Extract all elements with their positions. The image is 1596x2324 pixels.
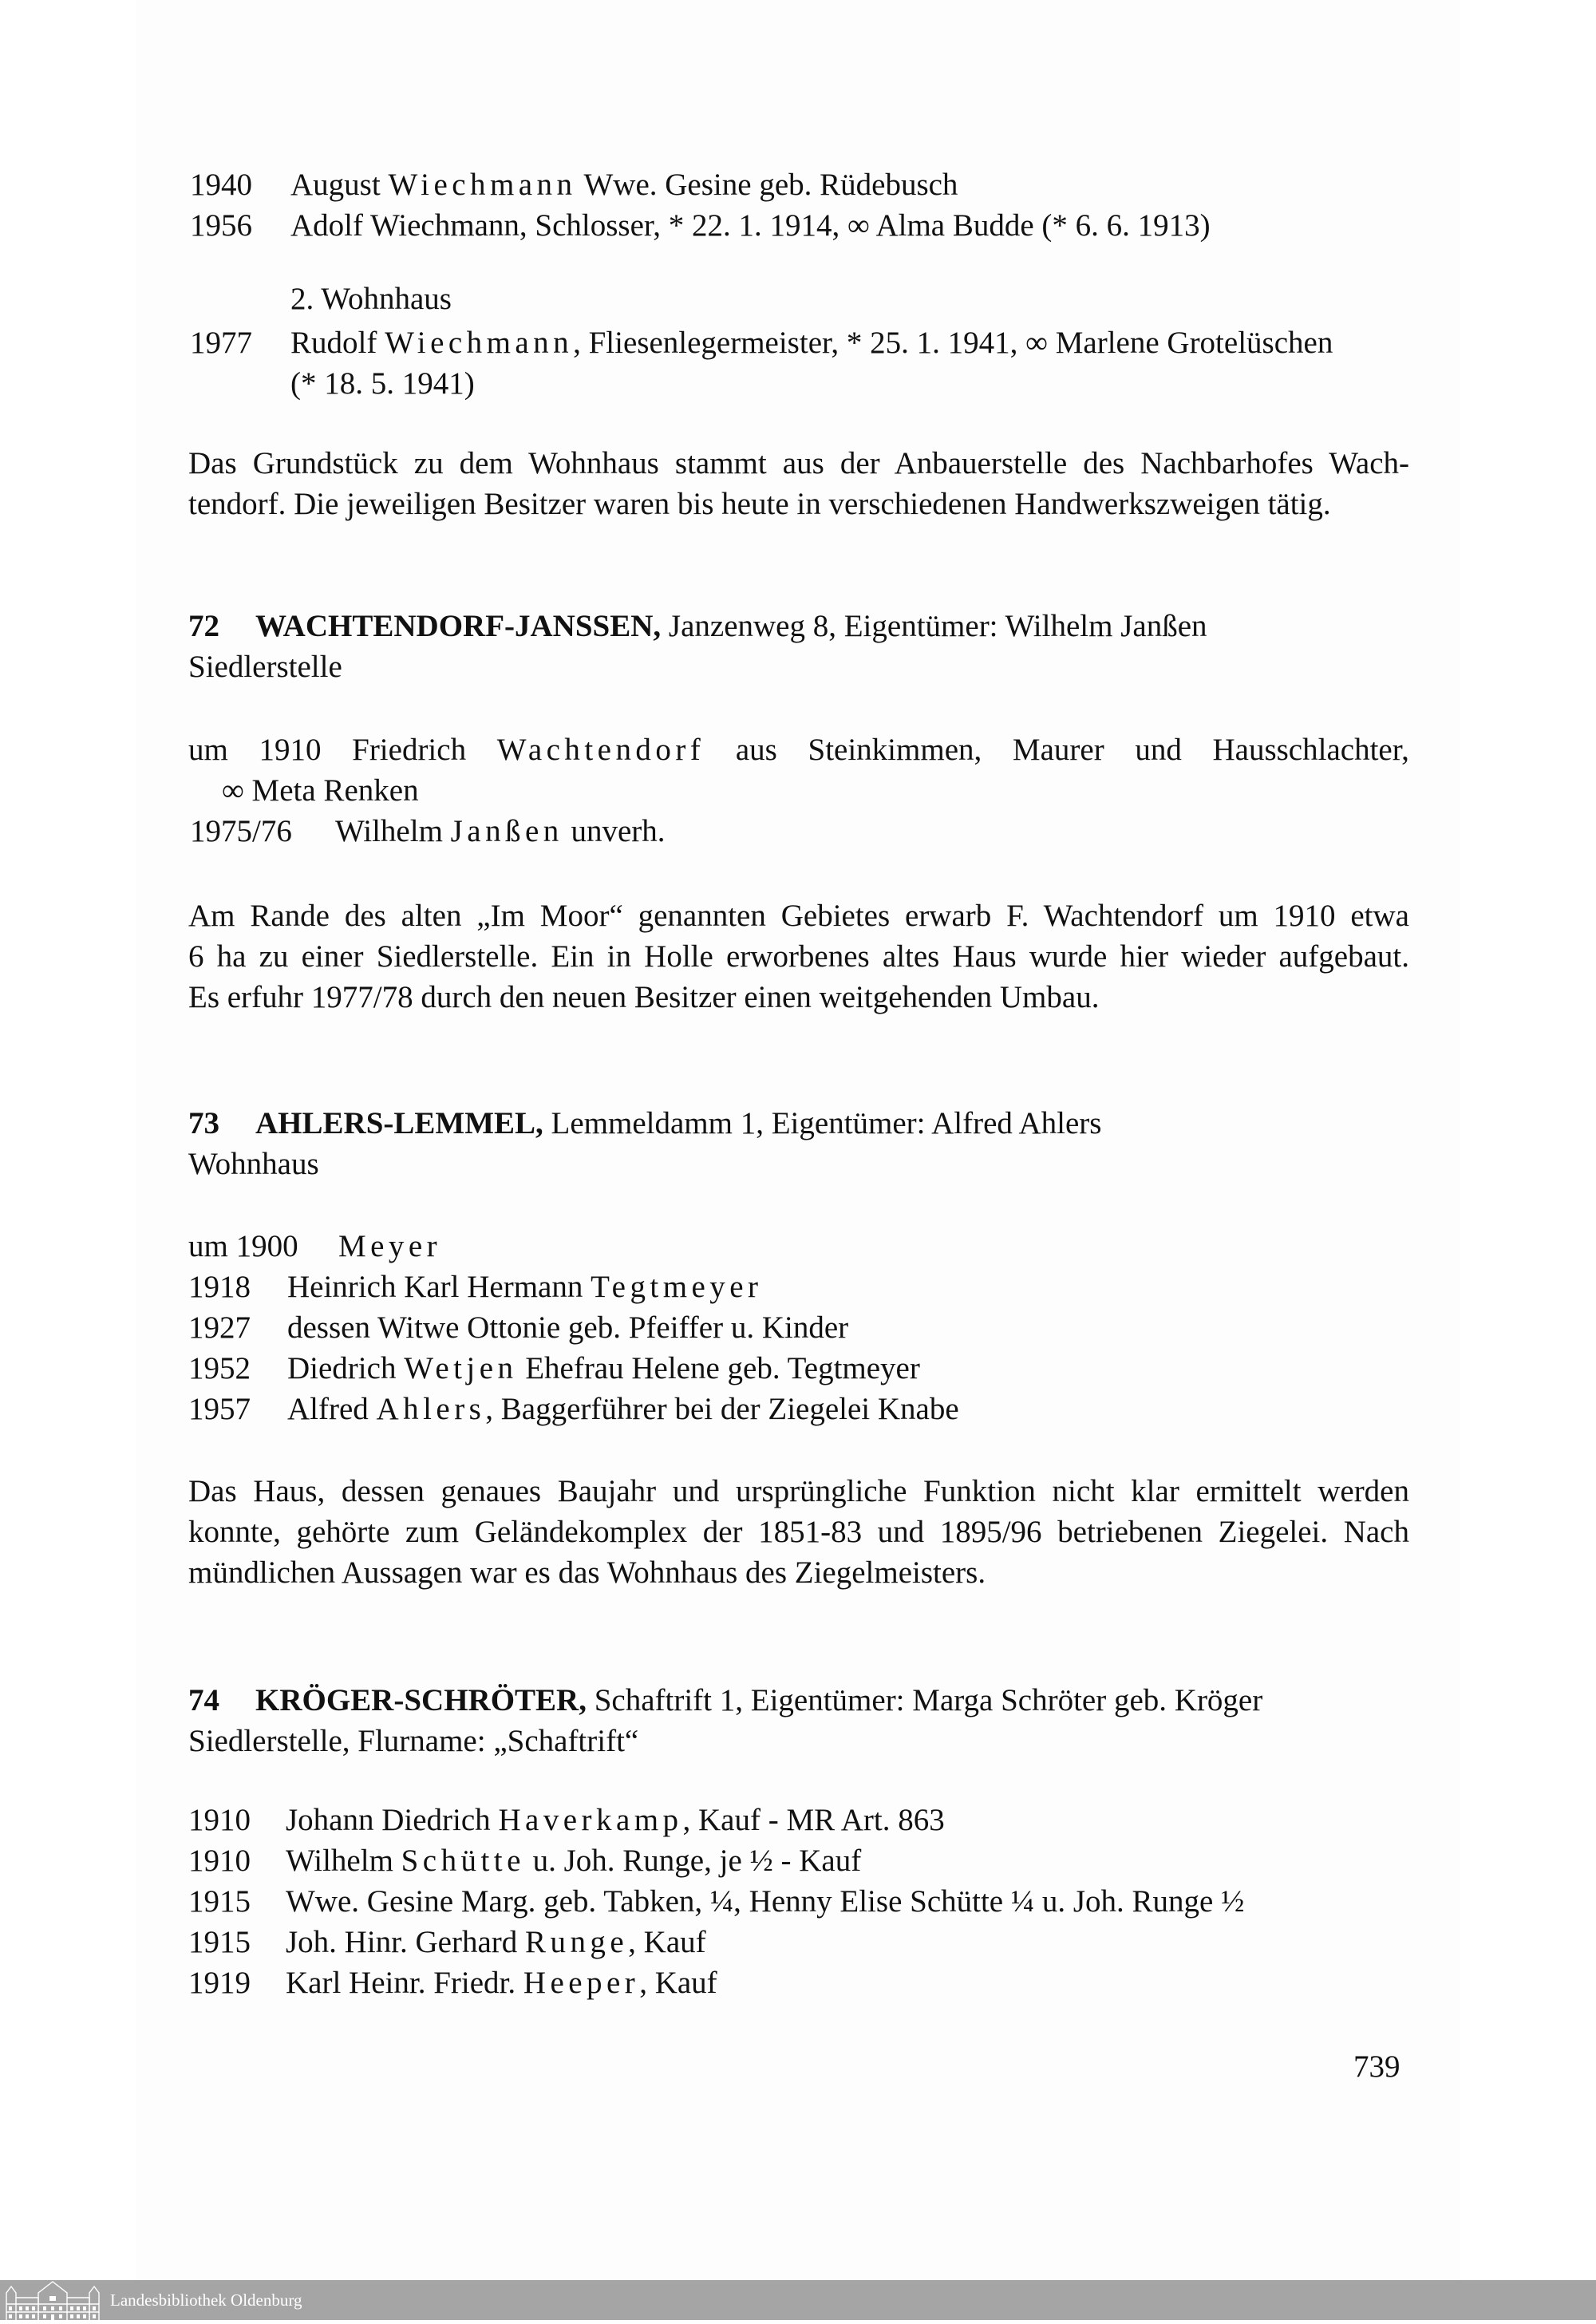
farm-address-owner: Lemmeldamm 1, Eigentümer: Alfred Ahlers <box>543 1106 1102 1140</box>
farm-name: WACHTENDORF-JANSSEN, <box>255 609 662 643</box>
row-date: 1910 <box>188 1803 251 1837</box>
row-entry <box>287 1349 920 1389</box>
row-date: 1927 <box>188 1310 251 1345</box>
entry-surname: Runge <box>525 1925 629 1959</box>
entry-text: unverh. <box>563 814 666 848</box>
entry-text: , Fliesenlegermeister, * 25. 1. 1941, ∞ Marlene Grotelüschen <box>573 326 1333 360</box>
entry-text: Ehefrau Helene geb. Tegtmeyer <box>517 1351 920 1385</box>
row-entry <box>286 1841 861 1881</box>
entry-surname: Wiechmann <box>388 168 577 202</box>
paragraph-line: Es erfuhr 1977/78 durch den neuen Besitzer einen weitgehenden Umbau. <box>188 980 1100 1014</box>
paragraph-line: 6 ha zu einer Siedlerstelle. Ein in Holle erworbenes altes Haus wurde hier wieder aufgebaut. <box>188 939 1409 974</box>
entry-text: Alfred <box>287 1392 377 1426</box>
paragraph-line: mündlichen Aussagen war es das Wohnhaus des Ziegelmeisters. <box>188 1555 986 1590</box>
entry-text: , Kauf <box>628 1925 706 1959</box>
paragraph-line: Das Grundstück zu dem Wohnhaus stammt aus der Anbauerstelle des Nachbarhofes Wach- <box>188 446 1409 480</box>
entry-text: Diedrich <box>287 1351 405 1385</box>
row-date: 1977 <box>190 326 252 360</box>
row-date: 1918 <box>188 1270 251 1304</box>
row-date: 1956 <box>190 208 252 243</box>
library-building-icon <box>3 2280 102 2320</box>
farm-address-owner: Schaftrift 1, Eigentümer: Marga Schröter geb. Kröger <box>586 1683 1263 1717</box>
entry-surname: Haverkamp <box>498 1803 683 1837</box>
row-entry <box>335 812 666 852</box>
row-date: 1957 <box>188 1392 251 1426</box>
entry-text: Wilhelm <box>335 814 451 848</box>
footer-bar <box>0 2280 1596 2320</box>
paragraph-line: tendorf. Die jeweiligen Besitzer waren bis heute in verschiedenen Handwerkszweigen tätig. <box>188 487 1331 521</box>
row-entry <box>286 1800 945 1840</box>
entry-surname: Janßen <box>450 814 563 848</box>
library-name: Landesbibliothek Oldenburg <box>110 2290 302 2310</box>
row-entry <box>286 1923 706 1962</box>
row-entry <box>338 1227 441 1267</box>
row-date: 1919 <box>188 1966 251 2000</box>
row-date: 1975/76 <box>190 814 292 848</box>
paragraph-line: konnte, gehörte zum Geländekomplex der 1851-83 und 1895/96 betriebenen Ziegelei. Nach <box>188 1515 1409 1549</box>
entry-word: Steinkimmen, <box>808 733 982 767</box>
row-entry <box>287 1267 762 1307</box>
paragraph-line: Das Haus, dessen genaues Baujahr und ursprüngliche Funktion nicht klar ermittelt werden <box>188 1474 1409 1508</box>
section-heading-73 <box>188 1104 1101 1144</box>
row-entry: Adolf Wiechmann, Schlosser, * 22. 1. 1914, ∞ Alma Budde (* 6. 6. 1913) <box>290 208 1211 243</box>
entry-text: , Kauf - MR Art. 863 <box>682 1803 945 1837</box>
property-type: Wohnhaus <box>188 1147 319 1181</box>
row-date-word: 1910 <box>259 733 322 767</box>
ownership-row <box>188 730 1409 770</box>
row-entry: ∞ Meta Renken <box>222 773 419 808</box>
entry-surname: Wachtendorf <box>496 733 705 767</box>
entry-text: Heinrich Karl Hermann <box>287 1270 591 1304</box>
entry-word: Hausschlachter, <box>1212 733 1409 767</box>
entry-text: Wilhelm <box>286 1844 401 1878</box>
entry-surname: Wetjen <box>404 1351 518 1385</box>
entry-text: Rudolf <box>290 326 385 360</box>
entry-surname: Ahlers <box>376 1392 486 1426</box>
row-date-word: um <box>188 733 228 767</box>
description-paragraph <box>188 895 1409 1018</box>
entry-text: Johann Diedrich <box>286 1803 499 1837</box>
row-date: 1915 <box>188 1884 251 1919</box>
entry-surname: Wiechmann <box>385 326 574 360</box>
entry-word: Friedrich <box>352 733 467 767</box>
row-date: 1940 <box>190 168 252 202</box>
row-entry <box>290 165 958 205</box>
row-entry: Wwe. Gesine Marg. geb. Tabken, ¼, Henny Elise Schütte ¼ u. Joh. Runge ½ <box>286 1884 1245 1919</box>
row-date: 1952 <box>188 1351 251 1385</box>
entry-text: August <box>290 168 389 202</box>
property-type: Siedlerstelle <box>188 650 342 684</box>
page-number: 739 <box>1353 2049 1400 2084</box>
row-date: 1910 <box>188 1844 251 1878</box>
section-heading-74 <box>188 1681 1262 1721</box>
entry-surname: Meyer <box>338 1229 442 1263</box>
row-entry: dessen Witwe Ottonie geb. Pfeiffer u. Kinder <box>287 1310 849 1345</box>
farm-name: AHLERS-LEMMEL, <box>255 1106 543 1140</box>
entry-word: aus <box>735 733 777 767</box>
entry-text: Wwe. Gesine geb. Rüdebusch <box>576 168 958 202</box>
entry-surname: Tegtmeyer <box>591 1270 763 1304</box>
subheading-text: 2. Wohnhaus <box>290 282 452 316</box>
entry-word: und <box>1135 733 1182 767</box>
section-number: 74 <box>188 1683 219 1717</box>
row-entry <box>287 1389 959 1429</box>
entry-text: , Baggerführer bei der Ziegelei Knabe <box>485 1392 959 1426</box>
section-heading-72 <box>188 607 1207 646</box>
farm-address-owner: Janzenweg 8, Eigentümer: Wilhelm Janßen <box>661 609 1207 643</box>
description-paragraph <box>188 1471 1409 1593</box>
entry-text: u. Joh. Runge, je ½ - Kauf <box>524 1844 862 1878</box>
row-entry <box>290 323 1333 363</box>
property-type: Siedlerstelle, Flurname: „Schaftrift“ <box>188 1724 639 1758</box>
row-entry <box>286 1963 717 2003</box>
row-entry: (* 18. 5. 1941) <box>290 366 475 401</box>
section-number: 72 <box>188 609 219 643</box>
paragraph-line: Am Rande des alten „Im Moor“ genannten Gebietes erwarb F. Wachtendorf um 1910 etwa <box>188 899 1409 933</box>
entry-surname: Schütte <box>401 1844 525 1878</box>
entry-word: Maurer <box>1012 733 1104 767</box>
entry-text: Karl Heinr. Friedr. <box>286 1966 523 2000</box>
farm-name: KRÖGER-SCHRÖTER, <box>255 1683 587 1717</box>
entry-text: , Kauf <box>639 1966 717 2000</box>
section-number: 73 <box>188 1106 219 1140</box>
description-paragraph <box>188 443 1409 524</box>
entry-text: Joh. Hinr. Gerhard <box>286 1925 526 1959</box>
row-date: 1915 <box>188 1925 251 1959</box>
entry-surname: Heeper <box>523 1966 640 2000</box>
row-date: um 1900 <box>188 1229 298 1263</box>
